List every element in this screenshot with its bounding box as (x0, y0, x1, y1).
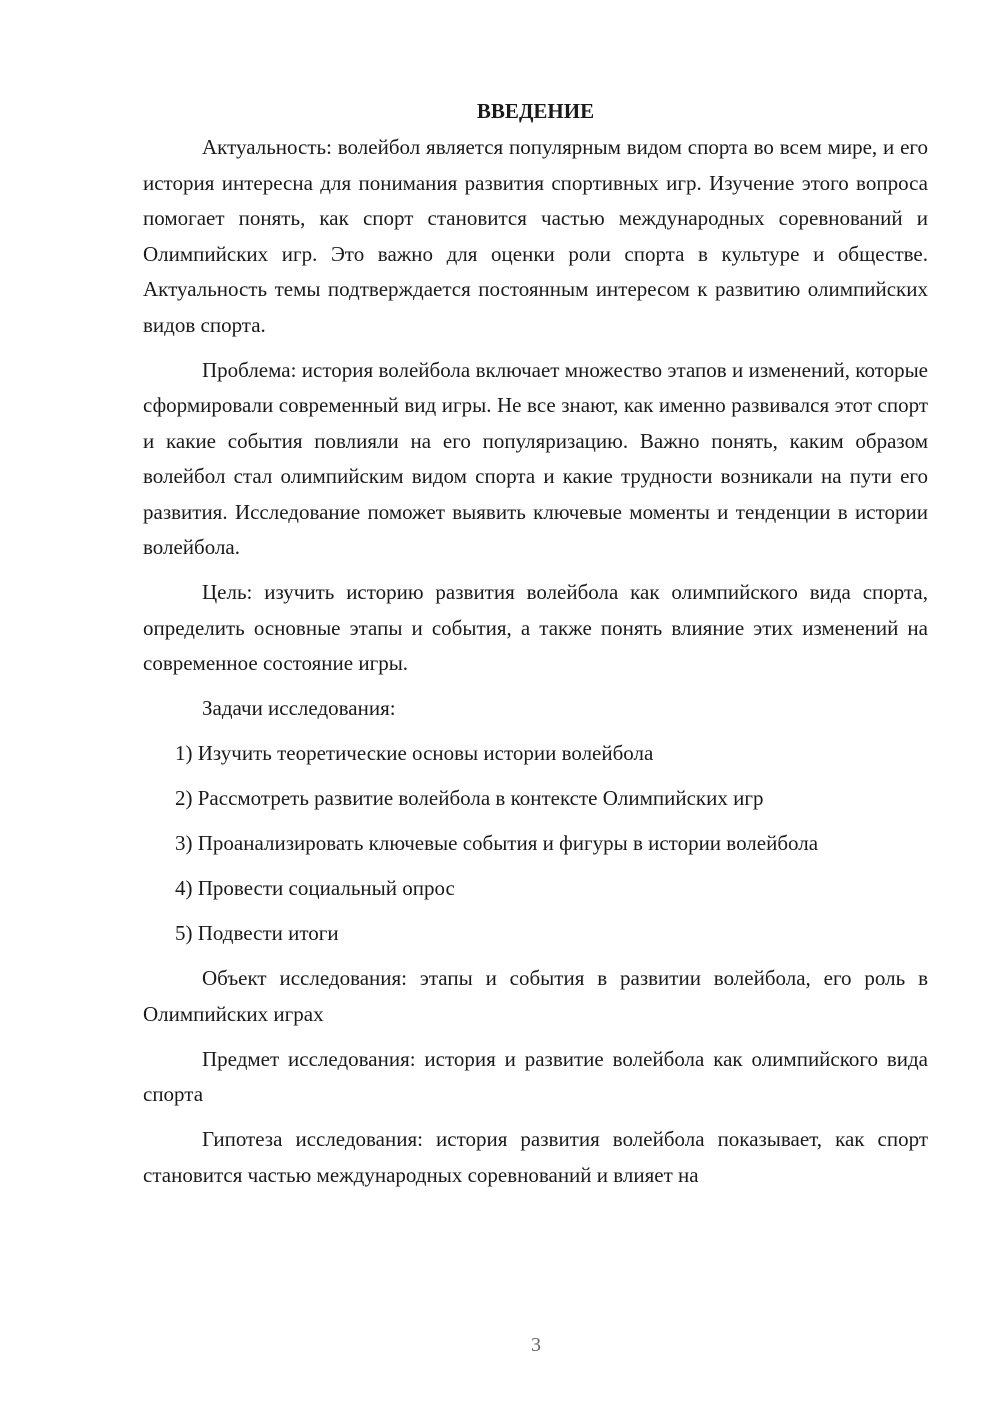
subject-paragraph: Предмет исследования: история и развитие волейбола как олимпийского вида спорта (143, 1046, 928, 1106)
page-content (143, 96, 928, 1203)
task-item: 5) Подвести итоги (175, 921, 339, 945)
task-item: 2) Рассмотреть развитие волейбола в контексте Олимпийских игр (175, 786, 764, 810)
problem-paragraph: Проблема: история волейбола включает множество этапов и изменений, которые сформировали современный вид игры. Не все знают, как именно развивался этот спорт и какие события повлияли на его популяризацию. Важно понять, каким образом волейбол стал олимпийским видом спорта и какие трудности возникали на пути его развития. Исследование поможет выявить ключевые моменты и тенденции в истории волейбола. (143, 357, 928, 559)
hypothesis-paragraph: Гипотеза исследования: история развития волейбола показывает, как спорт становится частью международных соревнований и влияет на (143, 1127, 928, 1187)
object-paragraph: Объект исследования: этапы и события в развитии волейбола, его роль в Олимпийских играх (143, 966, 928, 1026)
page-number: 3 (531, 1334, 541, 1356)
task-item: 1) Изучить теоретические основы истории волейбола (175, 741, 654, 765)
goal-paragraph: Цель: изучить историю развития волейбола как олимпийского вида спорта, определить основные этапы и события, а также понять влияние этих изменений на современное состояние игры. (143, 580, 928, 675)
task-item: 4) Провести социальный опрос (175, 876, 455, 900)
section-title: ВВЕДЕНИЕ (476, 99, 595, 123)
tasks-heading: Задачи исследования: (202, 696, 396, 720)
relevance-paragraph: Актуальность: волейбол является популярным видом спорта во всем мире, и его история интересна для понимания развития спортивных игр. Изучение этого вопроса помогает понять, как спорт становится частью международных соревнований и Олимпийских игр. Это важно для оценки роли спорта в культуре и обществе. Актуальность темы подтверждается постоянным интересом к развитию олимпийских видов спорта. (143, 135, 928, 337)
tasks-list (143, 736, 928, 952)
task-item: 3) Проанализировать ключевые события и фигуры в истории волейбола (175, 831, 819, 855)
